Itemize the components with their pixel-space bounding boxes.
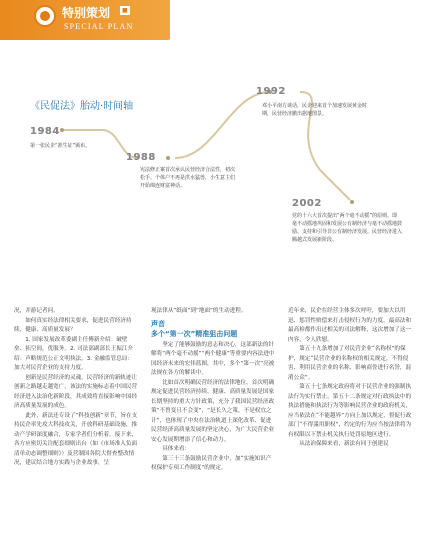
paragraph: 1. 国家发展改革委副主任傅新介绍：破壁垒、拓空间，优服务。2. 司法部副部长王振江介绍：声略规范公正文明执法。3. 金融监管总局：加大对民营企业的支持力度。 [14, 336, 133, 371]
year-2002: 2002 [292, 198, 322, 209]
header-badge: ■ [122, 7, 128, 14]
paragraph: 现法律从“纸面”到“地面”的生动进程。 [151, 308, 247, 314]
note-2002: 党的十六大首次提出“两个毫不动摇”的原则，即毫不动摇地巩固和发展公有制经济与毫不动摇地鼓励、支持和引导非公有制经济发展。民营经济进入腾越式发展新阶段。 [292, 213, 403, 243]
paragraph: 如何真实经法律相关要求，促进民营经济持续、健康、高质量发展？ [14, 317, 132, 333]
section-subheading: 多个“第一次”精准狙击问题 [151, 329, 238, 338]
timeline-dot [60, 128, 64, 132]
quote-paragraph: 第五十七条规定政府将对于民营企业的强制执法行为实行禁止。第五十二条规定对行政执法中的执法措施和执法行为等影响民营企业的政府机关，应当依法在“不能越界”方向上加以规定，督促行政部门“不得滥用职权”，约定的行为应当按法律将为有权限以下禁止机关执行处罚原地区进行。 [288, 384, 412, 438]
timeline-dot [166, 156, 170, 160]
paragraph: 近年来，民企在经营主体多次呼吁，要加大以用迅、惩罚性赔偿来打击侵权行为的力度，最高法和最高检都作出过相关的司法解释，这次增加了这一内容，令人欣慰。 [288, 308, 412, 343]
paragraph: 坚定了能够鼓励的意志和决心，这部新法的针解将“两个毫不动摇”“两个健康”等重要内容法进中国经济未来的宏伟蓝图，其中，多个“第一次”亮被法规在各方的解读中。 [151, 341, 275, 376]
paragraph: 从法治保障来看，新法有同于创建民 [299, 441, 389, 447]
paragraph: 况，并游记者问。 [14, 308, 59, 314]
column-middle [151, 307, 275, 474]
column-right [288, 307, 412, 450]
quote-paragraph: 第三十三条鼓励民营企业中，加“实施知识产权保护专项工作制度”的规定。 [151, 455, 272, 471]
year-1984: 1984 [30, 126, 60, 137]
note-1984: 第一张民企“准生证”颁布。 [30, 143, 91, 149]
column-left [14, 307, 138, 469]
quote-paragraph: 第五十九条增加了对民营企业“名称权”的保护，规定“民营企业的名称权的相关规定，不得侵害、利用民营企业的名称、影响商誉进行名誉，混淆公众”。 [288, 346, 412, 381]
note-1992: 邓小平南方谈话，民企迎来首个加速发展黄金时期，民营经济撤出据地图景。 [262, 103, 368, 117]
timeline-dot [350, 200, 354, 204]
page-header [0, 0, 427, 40]
header-title: 特别策划 [62, 6, 111, 20]
year-1988: 1988 [126, 152, 156, 163]
timeline-title: 《民促法》胎动·时间轴 [30, 101, 134, 112]
year-1992: 1992 [256, 86, 286, 97]
paragraph: 创新是民营经济的灵魂，民营经济的新轨迹让创新之路越走越宽广，该法的实施标志着中国民营经济进入法治化新阶段，其成效将直接影响中国经济高质量发展的成色。 [14, 374, 138, 409]
paragraph: 此外，新法还专设了“科技创新”章节，旨在支持民企率先攻大科技攻关，开放科研基础设施，推动产学研深度融合，专家学者们分析着，接下来，各方应密切关注配套细则出台（如《市场准入负面清单动态调整细则》）及营制国各院大督查整改情况，建议结合地方实践与企业故事，呈 [14, 412, 138, 466]
paragraph: 比如首次明确民营经济的法律地位，首次明确规定促进民营经济持续、健康、高质量发展是国家长期坚持的重大方针政策，充分了我国民营经济政策“不曾变且不会变”，“是长久之策，不是权宜之计”，也体现了中央在法治轨道上深化改革、促进民营经济高质量发展的坚定决心，为广大民营企业安心发展期增添了信心和动力。 [151, 379, 275, 443]
header-subtitle: SPECIAL PLAN [64, 22, 134, 31]
paragraph: 具体来看： [162, 446, 191, 452]
section-logo-icon [34, 5, 56, 27]
section-heading: 声音 [151, 319, 165, 328]
note-1988: 宪法修正案首次承认民营经济合法性，初次松手。个体户不再是洪水猛兽，小生意主们开始绵连财富神话。 [140, 167, 236, 189]
timeline-path [0, 40, 427, 240]
